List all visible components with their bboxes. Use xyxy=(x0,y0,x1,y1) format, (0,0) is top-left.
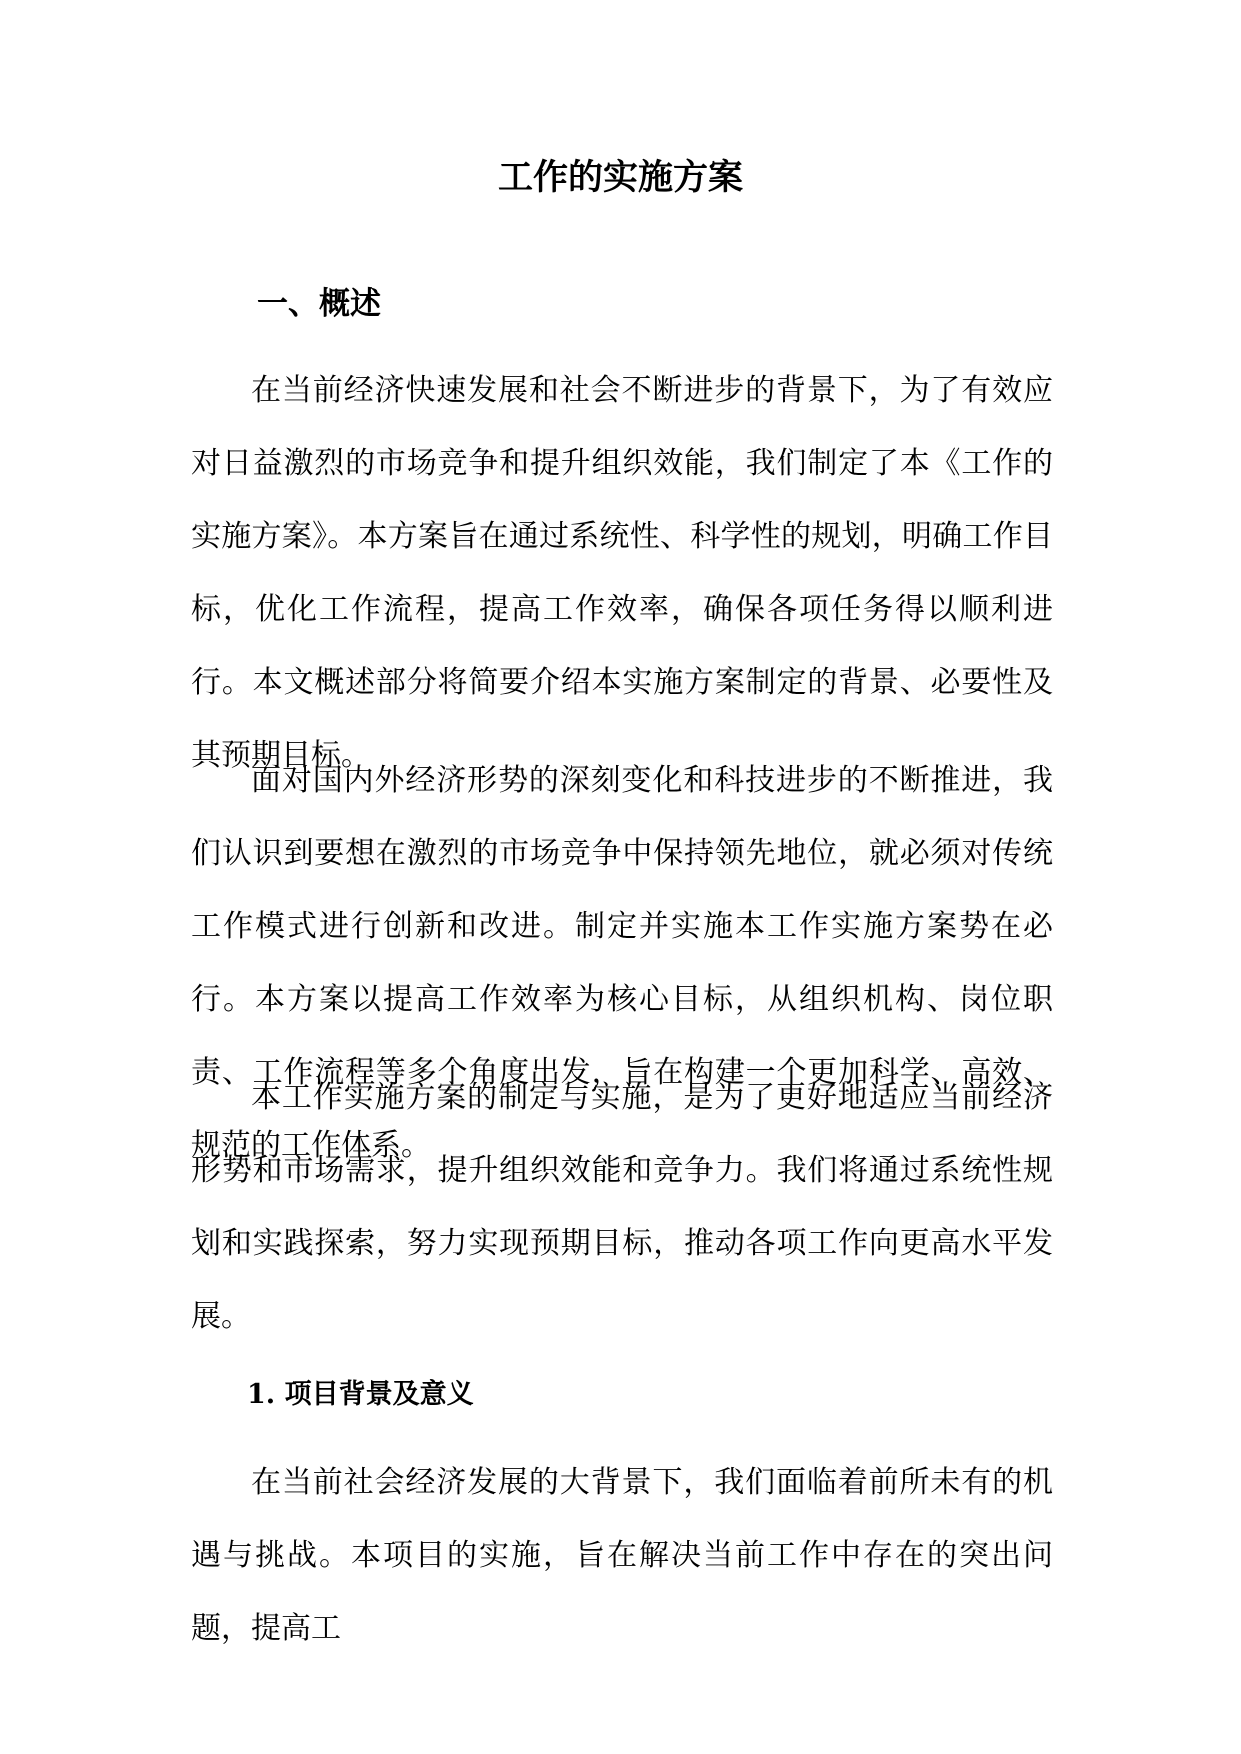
document-title: 工作的实施方案 xyxy=(497,157,743,198)
paragraph-3: 本工作实施方案的制定与实施，是为了更好地适应当前经济形势和市场需求，提升组织效能和竞争力。我们将通过系统性规划和实践探索，努力实现预期目标，推动各项工作向更高水平发展。 xyxy=(191,1080,1053,1334)
sub-heading-project-background: 1. 项目背景及意义 xyxy=(247,1379,474,1410)
paragraph-2: 面对国内外经济形势的深刻变化和科技进步的不断推进，我们认识到要想在激烈的市场竞争中保持领先地位，就必须对传统工作模式进行创新和改进。制定并实施本工作实施方案势在必行。本方案以提高工作效率为核心目标，从组织机构、岗位职责、工作流程等多个角度出发，旨在构建一个更加科学、高效、规范的工作体系。 xyxy=(191,763,1053,1163)
paragraph-4: 在当前社会经济发展的大背景下，我们面临着前所未有的机遇与挑战。本项目的实施，旨在解决当前工作中存在的突出问题，提高工 xyxy=(191,1465,1053,1646)
section-heading-overview: 一、概述 xyxy=(257,286,381,322)
paragraph-1: 在当前经济快速发展和社会不断进步的背景下，为了有效应对日益激烈的市场竞争和提升组织效能，我们制定了本《工作的实施方案》。本方案旨在通过系统性、科学性的规划，明确工作目标，优化工作流程，提高工作效率，确保各项任务得以顺利进行。本文概述部分将简要介绍本实施方案制定的背景、必要性及其预期目标。 xyxy=(191,373,1053,773)
